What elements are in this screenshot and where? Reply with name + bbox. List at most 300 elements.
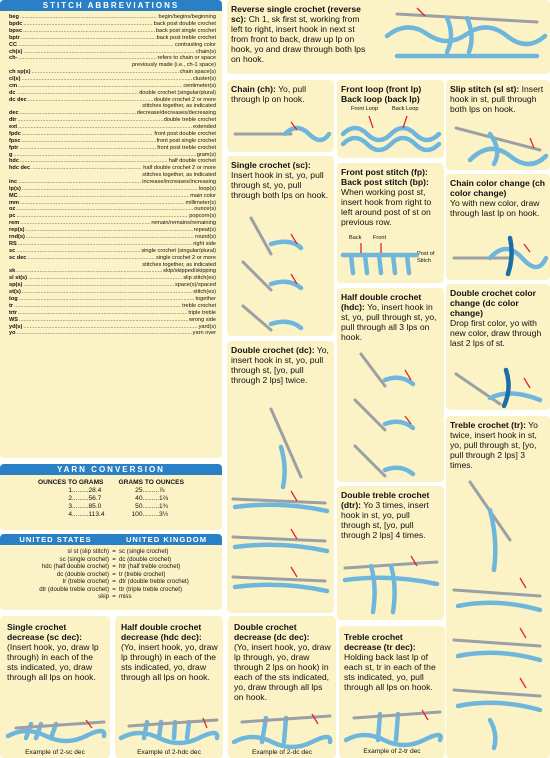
abbreviation-value: remain/remains/remaining [151, 220, 216, 227]
conversion-leader: ......... [142, 487, 160, 494]
abbreviation-leader [19, 193, 189, 200]
abbreviation-key: fpsc [9, 137, 21, 144]
dc-dec-illustration [232, 714, 332, 748]
front-loop-label: Front Loop [351, 106, 379, 112]
abbreviation-value: double treble crochet [163, 116, 216, 123]
abbreviation-leader [22, 138, 156, 145]
abbreviation-value: half double crochet [168, 158, 216, 165]
post-stitch-desc [341, 167, 440, 227]
abbreviation-value: back post double crochet [153, 20, 216, 27]
abbreviations-list [0, 11, 222, 337]
abbreviation-row [9, 165, 216, 172]
conversion-row [52, 487, 105, 495]
abbreviation-key: sk [9, 268, 16, 275]
us-term: hdc (half double crochet) [41, 563, 109, 570]
abbreviation-row [9, 35, 216, 42]
abbreviation-row [9, 145, 216, 152]
abbreviation-row [9, 110, 216, 117]
conversion-row [52, 503, 105, 511]
abbreviation-row [9, 179, 216, 186]
abbreviation-key: yd(s) [9, 323, 23, 330]
dc-dec-text: (Yo, insert hook, yo, draw lp through, yo, draw through 2 lps on hook) in each of the sts indicated, yo, draw through all lps on hook. [234, 642, 331, 702]
dtr-title: Double treble crochet (dtr): [341, 490, 430, 510]
abbreviation-leader [17, 213, 189, 220]
conversion-row [123, 487, 184, 495]
dc-dec-panel [228, 616, 336, 758]
abbreviation-leader [22, 131, 154, 138]
abbreviation-value: decrease/decreases/decreasing [136, 110, 216, 117]
tr-dec-panel [339, 626, 445, 758]
dc-desc [231, 345, 330, 385]
abbreviation-row [9, 138, 216, 145]
abbreviation-key: dtr [9, 116, 17, 123]
abbreviation-leader [18, 55, 156, 62]
abbreviation-leader [23, 28, 155, 35]
equals-sign: = [112, 578, 116, 585]
abbreviation-key: lp(s) [9, 185, 21, 192]
abbreviation-value: single crochet (singular/plural) [141, 247, 216, 254]
abbreviation-continuation: stitches together, as indicated [142, 103, 216, 110]
hdc-panel [337, 288, 444, 482]
abbreviation-value: front post treble crochet [157, 144, 216, 151]
abbreviation-key: sc dec [9, 254, 27, 261]
abbreviation-row [9, 220, 216, 227]
hdc-desc [341, 292, 440, 342]
us-uk-row [0, 578, 222, 586]
dc-color-change-panel [446, 284, 550, 410]
abbreviation-row [9, 14, 216, 21]
abbreviation-value: gram(s) [196, 151, 216, 158]
chain-illustration [231, 116, 331, 146]
abbreviation-value: round(s) [195, 234, 216, 241]
conversion-from: 40 [135, 495, 143, 502]
front-back-loop-panel [337, 80, 444, 158]
conversion-leader: ......... [72, 487, 89, 494]
chain-title: Chain (ch): [231, 84, 276, 94]
abbreviation-value: begin/begins/beginning [158, 14, 216, 20]
abbreviation-row [9, 193, 216, 200]
abbreviation-value: stitch(es) [193, 289, 216, 295]
abbreviation-row [9, 55, 216, 62]
abbreviation-leader [16, 268, 162, 275]
abbreviation-value: back post treble crochet [156, 34, 216, 41]
uk-term: sc (single crochet) [119, 548, 169, 555]
us-term: tr (treble crochet) [62, 578, 109, 585]
abbreviation-row [9, 227, 216, 234]
conversion-from: 100 [131, 511, 143, 518]
post-stitch-title: Front post stitch (fp): Back post stitch (bp): [341, 167, 429, 187]
abbreviation-key: g [9, 151, 13, 158]
hdc-dec-title: Half double crochet decrease (hdc dec): [121, 622, 202, 642]
abbreviation-value: right side [193, 240, 216, 247]
sc-dec-title: Single crochet decrease (sc dec): [7, 622, 82, 642]
abbreviation-row [9, 28, 216, 35]
post-of-stitch-label: Post of Stitch [417, 251, 435, 264]
abbreviation-key: sp(s) [9, 282, 23, 289]
abbreviation-leader [22, 76, 192, 83]
abbreviation-key: inc [9, 178, 18, 185]
abbreviation-row [9, 69, 216, 76]
abbreviation-value: single crochet 2 or more [155, 254, 216, 261]
abbreviation-key: mm [9, 199, 19, 206]
abbreviation-value: space(s)/spaced [174, 282, 216, 289]
us-uk-panel [0, 534, 222, 610]
conversion-to: 28.4 [88, 487, 102, 494]
abbreviation-row [9, 200, 216, 207]
abbreviation-leader [14, 303, 181, 310]
abbreviation-row [9, 248, 216, 255]
conversion-to: 1¾ [159, 503, 169, 510]
abbreviation-value: yarn over [192, 330, 216, 337]
slip-stitch-panel [446, 80, 550, 170]
hdc-dec-caption: Example of 2-hdc dec [137, 749, 201, 756]
us-uk-row [0, 548, 222, 556]
abbreviation-key: dc [9, 89, 16, 96]
abbreviation-leader [22, 289, 192, 296]
us-uk-row [0, 593, 222, 601]
abbreviation-key: RS [9, 240, 17, 247]
abbreviation-key: trtr [9, 309, 18, 316]
abbreviation-leader [23, 324, 197, 331]
abbreviation-key: pc [9, 213, 16, 220]
slip-stitch-illustration [450, 120, 546, 166]
abbreviation-value: increase/increases/increasing [142, 178, 216, 185]
yarn-conversion-header: YARN CONVERSION [0, 464, 222, 475]
conversion-to: 113.4 [88, 511, 105, 518]
treble-desc [450, 420, 546, 470]
hdc-illustration [341, 350, 441, 480]
abbreviation-leader [20, 110, 136, 117]
abbreviation-leader [18, 42, 174, 49]
abbreviation-row [9, 186, 216, 193]
abbreviation-row [9, 152, 216, 159]
treble-panel [446, 416, 550, 758]
abbreviation-key: st(s) [9, 289, 21, 295]
conversion-to: 3½ [159, 511, 169, 518]
us-term: dc (double crochet) [56, 570, 109, 578]
conversion-row [52, 495, 105, 503]
sc-dec-text: (Insert hook, yo, draw lp through) in each of the sts indicated, yo, draw through all lps on hook. [7, 642, 99, 682]
abbreviation-value: chain(s) [196, 48, 216, 55]
abbreviation-value: wrong side [188, 316, 216, 323]
color-change-title: Chain color change (ch color change) [450, 178, 546, 198]
equals-sign: = [112, 555, 116, 563]
abbreviation-leader [13, 152, 195, 159]
abbreviation-leader [27, 255, 155, 262]
abbreviation-row [9, 324, 216, 331]
tr-dec-text: Holding back last lp of each st, tr in each of the sts indicated, yo, pull through all lps on hook. [344, 652, 436, 692]
tr-dec-illustration [344, 710, 440, 744]
single-crochet-desc [231, 160, 330, 200]
abbreviation-row [9, 234, 216, 241]
us-term: sc (single crochet) [59, 555, 109, 563]
ounces-to-grams-list [38, 487, 105, 519]
conversion-from: 2 [68, 495, 72, 502]
abbreviation-row [9, 42, 216, 49]
abbreviation-value: loop(s) [198, 185, 216, 192]
abbreviation-key: sl st(s) [9, 275, 28, 282]
us-uk-row [0, 571, 222, 579]
abbreviation-leader [31, 69, 178, 76]
abbreviation-leader [19, 317, 188, 324]
slip-stitch-text: Insert hook in st, pull through both lps on hook. [450, 84, 544, 114]
abbreviation-leader [31, 165, 142, 172]
abbreviation-leader [23, 282, 174, 289]
uk-term: htr (half treble crochet) [119, 563, 181, 570]
reverse-sc-text: Ch 1, sk first st, working from left to right, insert hook in next st from front to back, draw up lp on hook, yo and draw through both lps on hook. [231, 14, 366, 64]
conversion-row [123, 503, 184, 511]
abbreviation-value: double crochet 2 or more [153, 96, 216, 103]
abbreviation-key: tog [9, 295, 18, 302]
abbreviation-leader [18, 83, 182, 90]
abbreviation-leader [28, 275, 182, 282]
abbreviation-value: cluster(s) [193, 75, 216, 82]
abbreviation-key: yo [9, 330, 16, 337]
chain-text: Yo, pull through lp on hook. [231, 84, 306, 104]
abbreviation-value: yard(s) [198, 323, 216, 330]
abbreviation-leader [19, 145, 156, 152]
abbreviation-leader [21, 35, 156, 42]
conversion-leader: ......... [142, 495, 160, 502]
reverse-sc-illustration [377, 6, 547, 66]
abbreviation-leader [17, 330, 192, 337]
abbreviation-row [9, 76, 216, 83]
abbreviation-row [9, 213, 216, 220]
abbreviation-value: contrasting color [174, 41, 216, 48]
treble-text: Yo twice, insert hook in st, yo, pull through st, [yo, pull through 2 lps] 3 times. [450, 420, 538, 470]
abbreviation-row [9, 303, 216, 310]
abbreviation-key: bpsc [9, 27, 23, 34]
abbreviation-leader [20, 14, 158, 21]
abbreviation-key: beg [9, 14, 19, 20]
abbreviation-key: WS [9, 316, 19, 323]
abbreviation-value: front post single crochet [156, 137, 216, 144]
abbreviation-key: bpdc [9, 20, 23, 27]
dc-title: Double crochet (dc): [231, 345, 315, 355]
abbreviation-key: MC [9, 192, 18, 199]
abbreviation-value: triple treble [188, 309, 216, 316]
dtr-illustration [341, 556, 441, 616]
abbreviation-value: skip/skipped/skipping [163, 268, 216, 275]
abbreviation-key: rnd(s) [9, 234, 25, 241]
conversion-from: 50 [135, 503, 143, 510]
abbreviation-value: treble crochet [182, 302, 216, 309]
equals-sign: = [112, 548, 116, 555]
abbreviation-value: front post double crochet [154, 130, 216, 137]
equals-sign: = [112, 570, 116, 578]
dtr-text: Yo 3 times, insert hook in st, yo, pull through st, [yo, pull through 2 lps] 4 times. [341, 500, 429, 540]
hdc-dec-text: (Yo, insert hook, yo, draw lp through) in each of the sts indicated, yo, draw through all lps on hook. [121, 642, 218, 682]
abbreviation-value: refers to chain or space [157, 55, 216, 62]
abbreviation-value: millimeter(s) [185, 199, 216, 206]
abbreviation-key: ext [9, 123, 18, 130]
abbreviation-leader [20, 200, 185, 207]
abbreviation-continuation: stitches together, as indicated [142, 172, 216, 179]
dc-dec-caption: Example of 2-dc dec [251, 749, 313, 756]
dtr-desc [341, 490, 440, 540]
conversion-from: 25 [135, 487, 143, 494]
abbreviation-row [9, 158, 216, 165]
sc-dec-panel [0, 616, 110, 758]
us-term: dtr (double treble crochet) [39, 585, 109, 593]
abbreviation-value: slip stitch(es) [183, 275, 216, 282]
abbreviation-row [9, 206, 216, 213]
tr-dec-caption: Example of 2-tr dec [363, 748, 421, 755]
sc-dec-caption: Example of 2-sc dec [25, 749, 85, 756]
abbreviation-key: hdc dec [9, 165, 31, 172]
front-back-loop-illustration [341, 114, 441, 154]
abbreviation-key: ch- [9, 55, 18, 62]
abbreviation-row [9, 241, 216, 248]
equals-sign: = [112, 593, 116, 600]
reverse-sc-panel [227, 0, 550, 74]
us-uk-row [0, 563, 222, 571]
dc-color-change-text: Drop first color, yo with new color, draw through last 2 lps of st. [450, 318, 542, 348]
equals-sign: = [112, 563, 116, 570]
tr-dec-title: Treble crochet decrease (tr dec): [344, 632, 416, 652]
abbreviation-key: CC [9, 41, 18, 48]
abbreviation-leader [19, 296, 195, 303]
conversion-leader: ......... [142, 511, 160, 518]
chain-desc [231, 84, 330, 104]
abbreviation-row [9, 131, 216, 138]
abbreviation-leader [16, 248, 140, 255]
abbreviation-value: repeat(s) [193, 227, 216, 234]
conversion-leader: ......... [72, 511, 89, 518]
hdc-dec-panel [115, 616, 223, 758]
abbreviation-key: cm [9, 82, 18, 89]
reverse-sc-desc [231, 4, 369, 64]
abbreviation-row [9, 268, 216, 275]
uk-term: ttr (triple treble crochet) [119, 585, 182, 593]
conversion-from: 3 [68, 503, 72, 510]
abbreviation-value: ounce(s) [194, 206, 216, 213]
abbreviation-key: fptr [9, 144, 19, 151]
abbreviation-key: fpdc [9, 130, 21, 137]
abbreviation-leader [26, 227, 193, 234]
post-stitch-panel [337, 163, 444, 283]
dc-color-change-illustration [450, 368, 546, 408]
abbreviation-row [9, 124, 216, 131]
abbreviation-leader [23, 21, 152, 28]
us-uk-table [0, 548, 222, 601]
abbreviation-key: sc [9, 247, 16, 254]
front-back-loop-title: Front loop (front lp) Back loop (back lp) [341, 84, 422, 104]
post-front-label: Front [373, 235, 387, 241]
yarn-conversion-panel [0, 464, 222, 530]
treble-title: Treble crochet (tr): [450, 420, 526, 430]
abbreviation-leader [18, 241, 193, 248]
abbreviation-continuation: previously made (i.e., ch-1 space) [132, 62, 216, 69]
abbreviation-row [9, 317, 216, 324]
abbreviation-value: centimeter(s) [183, 82, 216, 89]
conversion-to: 85.0 [88, 503, 102, 510]
single-crochet-illustration [231, 214, 331, 334]
abbreviation-value: main color [190, 192, 216, 199]
reverse-sc-title: Reverse single crochet (reverse sc): [231, 4, 361, 24]
abbreviation-key: dec [9, 110, 19, 117]
uk-term: tr (treble crochet) [119, 570, 166, 578]
abbreviation-row [9, 97, 216, 104]
abbreviation-key: tr [9, 302, 14, 309]
conversion-leader: ......... [142, 503, 160, 510]
abbreviation-leader [18, 179, 141, 186]
us-term: skip [98, 593, 109, 600]
dtr-panel [337, 486, 444, 620]
dc-color-change-title: Double crochet color change (dc color change) [450, 288, 536, 318]
grams-to-ounces-list [119, 487, 184, 519]
uk-title: UNITED KINGDOM [125, 535, 208, 544]
us-uk-header [0, 534, 222, 545]
color-change-text: Yo with new color, draw through last lp on hook. [450, 198, 540, 218]
dc-panel [227, 341, 334, 613]
abbreviation-row [9, 21, 216, 28]
back-loop-label: Back Loop [392, 106, 419, 112]
abbreviation-value: popcorn(s) [189, 213, 216, 220]
abbreviation-key: cl(s) [9, 75, 21, 82]
dc-illustration [231, 407, 331, 607]
dc-text: Yo, insert hook in st, yo, pull through st, [yo, pull through 2 lps] twice. [231, 345, 329, 385]
abbreviation-row [9, 330, 216, 337]
abbreviations-header: STITCH ABBREVIATIONS [0, 0, 222, 11]
abbreviation-value: chain space(s) [179, 68, 216, 75]
abbreviation-leader [17, 90, 139, 97]
abbreviation-value: back post single crochet [155, 27, 216, 34]
abbreviation-value: half double crochet 2 or more [143, 165, 216, 172]
ounces-to-grams-head: OUNCES TO GRAMS [38, 479, 104, 486]
abbreviation-key: rep(s) [9, 227, 25, 234]
conversion-row [52, 511, 105, 519]
abbreviation-leader [28, 97, 153, 104]
single-crochet-title: Single crochet (sc): [231, 160, 311, 170]
treble-illustration [450, 480, 546, 750]
equals-sign: = [112, 585, 116, 593]
conversion-leader: ......... [72, 503, 89, 510]
sc-dec-illustration [6, 716, 106, 746]
conversion-to: 56.7 [88, 495, 102, 502]
conversion-row [123, 511, 184, 519]
abbreviation-leader [16, 206, 193, 213]
grams-to-ounces-head: GRAMS TO OUNCES [118, 479, 184, 486]
abbreviation-key: dc dec [9, 96, 27, 103]
abbreviation-key: hdc [9, 158, 19, 165]
conversion-from: 1 [68, 487, 72, 494]
abbreviation-key: ch(s) [9, 48, 23, 55]
abbreviation-value: extended [192, 123, 216, 130]
abbreviation-row [9, 117, 216, 124]
abbreviation-leader [26, 234, 194, 241]
us-uk-row [0, 556, 222, 564]
dc-dec-title: Double crochet decrease (dc dec): [234, 622, 310, 642]
post-stitch-text: When working post st, insert hook from right to left around post of st on previous row. [341, 187, 432, 227]
us-term: sl st (slip stitch) [67, 548, 109, 555]
abbreviation-row [9, 296, 216, 303]
hdc-text: Yo, insert hook in st, yo, pull through st, yo, pull through all 3 lps on hook. [341, 302, 437, 342]
hdc-dec-illustration [119, 716, 219, 746]
uk-term: miss [119, 593, 132, 600]
abbreviation-row [9, 289, 216, 296]
hdc-title: Half double crochet (hdc): [341, 292, 422, 312]
us-uk-row [0, 586, 222, 594]
color-change-panel [446, 174, 550, 280]
uk-term: dc (double crochet) [119, 555, 172, 563]
conversion-to: 1⅔ [159, 495, 169, 502]
post-stitch-illustration [341, 243, 421, 277]
single-crochet-panel [227, 156, 334, 336]
abbreviation-key: oz [9, 206, 16, 213]
slip-stitch-desc [450, 84, 546, 114]
abbreviations-panel [0, 0, 222, 458]
